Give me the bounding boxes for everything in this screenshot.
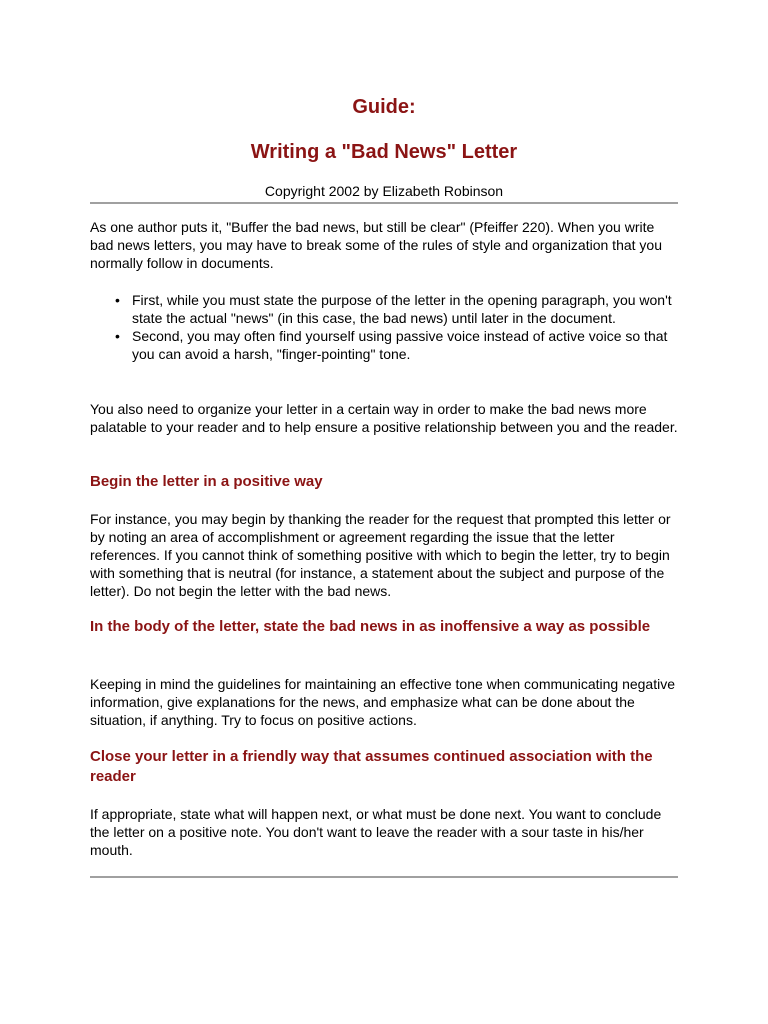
top-divider [90,202,678,204]
intro-paragraph: As one author puts it, "Buffer the bad news, but still be clear" (Pfeiffer 220). When you write bad news letters, you may have to break some of the rules of style and organization that you normally follow in documents. [90,219,662,271]
bullet-icon: • [115,328,120,344]
bullet-text: First, while you must state the purpose of the letter in the opening paragraph, you won't state the actual "news" (in this case, the bad news) until later in the document. [132,292,672,326]
section-body-body: Keeping in mind the guidelines for maintaining an effective tone when communicating negative information, give explanations for the news, and emphasize what can be done about the situation, if anything. Try to focus on positive actions. [90,676,675,728]
bullet-list [112,291,678,363]
section-heading-close: Close your letter in a friendly way that assumes continued association with the reader [90,748,653,785]
list-item [112,327,678,363]
section-heading-begin: Begin the letter in a positive way [90,473,323,490]
page-subtitle: Writing a "Bad News" Letter [250,141,518,163]
bullet-icon: • [115,292,120,308]
section-body-close: If appropriate, state what will happen next, or what must be done next. You want to conclude the letter on a positive note. You don't want to leave the reader with a sour taste in his/her mouth. [90,806,662,858]
bottom-divider [90,876,678,878]
copyright-line: Copyright 2002 by Elizabeth Robinson [264,183,504,199]
list-item [112,291,678,327]
bullet-text: Second, you may often find yourself using passive voice instead of active voice so that you can avoid a harsh, "finger-pointing" tone. [132,328,668,362]
page-title: Guide: [352,96,416,118]
section-body-begin: For instance, you may begin by thanking the reader for the request that prompted this letter or by noting an area of accomplishment or agreement regarding the issue that the letter references. If you cannot think of something positive with which to begin the letter, try to begin with something that is neutral (for instance, a statement about the subject and purpose of the letter). Do not begin the letter with the bad news. [90,511,671,599]
organize-paragraph: You also need to organize your letter in a certain way in order to make the bad news more palatable to your reader and to help ensure a positive relationship between you and the reader. [90,401,678,435]
section-heading-body: In the body of the letter, state the bad news in as inoffensive a way as possible [90,618,651,635]
